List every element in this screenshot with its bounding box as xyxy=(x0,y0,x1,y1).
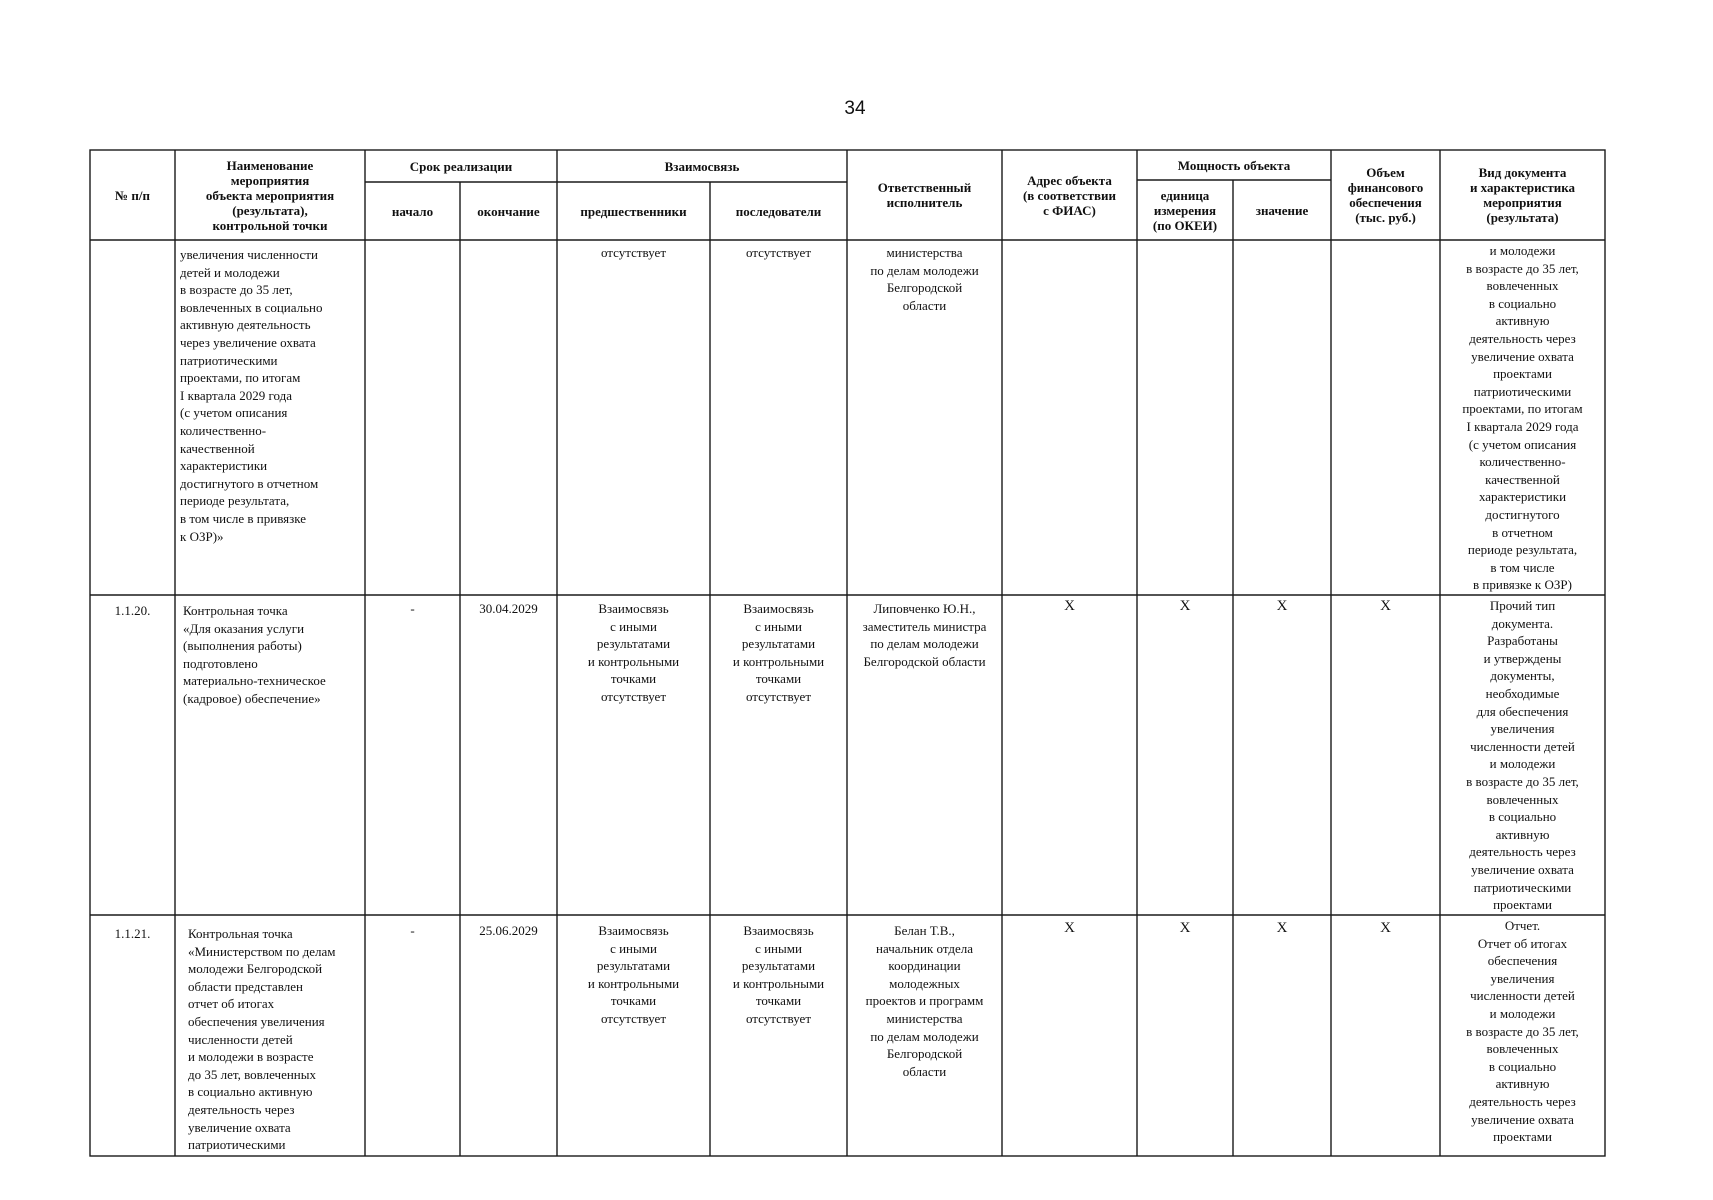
row-1-1-20-doc: Прочий тип документа. Разработаны и утверждены документы, необходимые для обеспечения увеличения численности детей и молодежи в возрасте до 35 лет, вовлеченных в социально активную деятельность через увеличение охвата патриотическими проектами xyxy=(1466,598,1579,913)
page-number: 34 xyxy=(844,98,866,119)
header-term-end: окончание xyxy=(477,203,540,219)
row-1-1-21-doc: Отчет. Отчет об итогах обеспечения увеличения численности детей и молодежи в возрасте до 35 лет, вовлеченных в социально активную деятельность через увеличение охвата проектами xyxy=(1466,918,1579,1145)
row-1-1-20-pred: Взаимосвязь с иными результатами и контрольными точками отсутствует xyxy=(587,601,680,704)
header-link-succ: последователи xyxy=(735,203,822,219)
row-1-1-21-value: Х xyxy=(1276,920,1288,936)
row-1-1-21-responsible: Белан Т.В., начальник отдела координации молодежных проектов и программ министерства по делам молодежи Белгородской области xyxy=(865,923,984,1079)
row-1-1-20-finance: Х xyxy=(1380,598,1391,614)
row-1-1-20-num: 1.1.20. xyxy=(114,603,151,618)
row-1-1-20-value: Х xyxy=(1276,598,1288,614)
row-1-1-20-responsible: Липовченко Ю.Н., заместитель министра по делам молодежи Белгородской области xyxy=(862,601,987,669)
header-name: Наименование мероприятия объекта мероприятия (результата), контрольной точки xyxy=(205,157,335,233)
row-cont-doc: и молодежи в возрасте до 35 лет, вовлеченных в социально активную деятельность через увеличение охвата проектами патриотическими проектами, по итогам I квартала 2029 года (с учетом описания количественно- качественной характеристики достигнутого в отчетном периоде результата, в том числе в привязке к ОЗР) xyxy=(1462,243,1583,593)
row-1-1-21-unit: Х xyxy=(1179,920,1191,936)
row-1-1-21-num: 1.1.21. xyxy=(114,926,151,941)
row-cont-succ: отсутствует xyxy=(745,245,812,260)
header-link: Взаимосвязь xyxy=(664,158,740,174)
row-1-1-21-end: 25.06.2029 xyxy=(479,923,538,938)
row-1-1-20-unit: Х xyxy=(1179,598,1191,614)
header-responsible: Ответственный исполнитель xyxy=(877,180,972,210)
row-cont-responsible: министерства по делам молодежи Белгородской области xyxy=(870,245,979,313)
row-1-1-20-name: Контрольная точка «Для оказания услуги (выполнения работы) подготовлено материально-техническое (кадровое) обеспечение» xyxy=(183,603,326,706)
header-doc: Вид документа и характеристика мероприятия (результата) xyxy=(1469,165,1576,225)
header-address: Адрес объекта (в соответствии с ФИАС) xyxy=(1022,172,1117,218)
header-capacity: Мощность объекта xyxy=(1177,157,1291,173)
header-term-start: начало xyxy=(391,203,434,219)
row-1-1-20-end: 30.04.2029 xyxy=(479,601,538,616)
header-term: Срок реализации xyxy=(409,158,513,174)
row-1-1-20-address: Х xyxy=(1064,598,1075,614)
row-1-1-20-succ: Взаимосвязь с иными результатами и контрольными точками отсутствует xyxy=(732,601,825,704)
row-1-1-20-start: - xyxy=(410,601,415,616)
header-link-pred: предшественники xyxy=(580,203,687,219)
header-num: № п/п xyxy=(115,187,150,203)
row-1-1-21-pred: Взаимосвязь с иными результатами и контрольными точками отсутствует xyxy=(587,923,680,1026)
header-capacity-value: значение xyxy=(1255,202,1309,218)
header-capacity-unit: единица измерения (по ОКЕИ) xyxy=(1152,187,1218,233)
row-cont-pred: отсутствует xyxy=(600,245,667,260)
header-finance: Объем финансового обеспечения (тыс. руб.) xyxy=(1347,165,1424,225)
row-1-1-21-finance: Х xyxy=(1380,920,1391,936)
row-1-1-21-address: Х xyxy=(1064,920,1075,936)
row-1-1-21-name: Контрольная точка «Министерством по делам молодежи Белгородской области представлен отчет об итогах обеспечения увеличения численности детей и молодежи в возрасте до 35 лет, вовлеченных в социально активную деятельность через увеличение охвата патриотическими xyxy=(188,926,336,1153)
row-cont-name: увеличения численности детей и молодежи в возрасте до 35 лет, вовлеченных в социально активную деятельность через увеличение охвата патриотическими проектами, по итогам I квартала 2029 года (с учетом описания количественно- качественной характеристики достигнутого в отчетном периоде результата, в том числе в привязке к ОЗР)» xyxy=(180,247,323,544)
row-1-1-21-start: - xyxy=(410,923,415,938)
row-1-1-21-succ: Взаимосвязь с иными результатами и контрольными точками отсутствует xyxy=(732,923,825,1026)
